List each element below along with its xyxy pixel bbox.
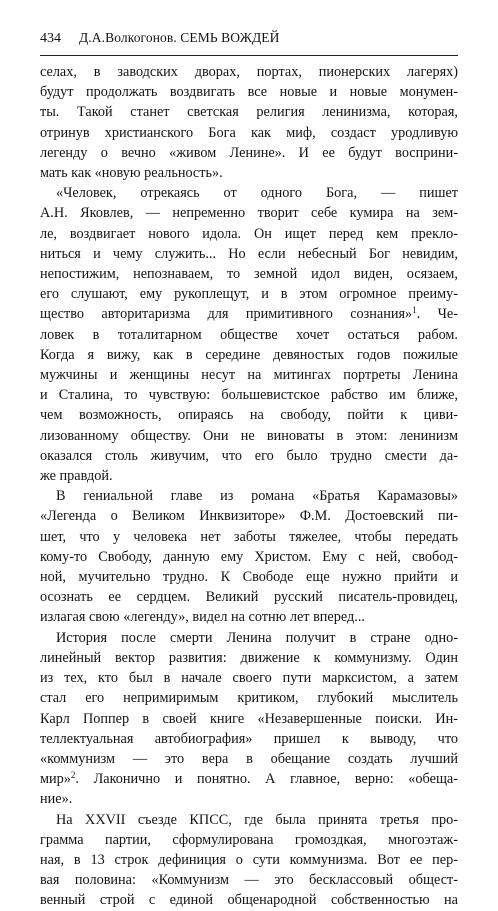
- paragraph-4: [40, 628, 458, 810]
- text-line: История после смерти Ленина получит в стране одно-: [56, 629, 458, 646]
- paragraph-5: [40, 810, 458, 911]
- text-line: А.Н. Яковлев, — непременно творит себе кумира на зем-: [40, 205, 458, 222]
- running-head: [40, 28, 458, 56]
- paragraph-2: [40, 183, 458, 486]
- book-page: [40, 28, 458, 911]
- text-line: его слушают, ему рукоплещут, и в этом огромное преиму-: [40, 286, 458, 303]
- text-line: легенду о вечно «живом Ленине». И ее будут восприни-: [40, 144, 458, 161]
- text-line: мать как «новую реальность».: [40, 165, 223, 182]
- text-line: линейный вектор развития: движение к коммунизму. Один: [40, 649, 458, 666]
- text-line: же правдой.: [40, 468, 113, 485]
- text-line: Когда я вижу, как в середине девяностых годов пожилые: [40, 346, 458, 363]
- text-line: На XXVII съезде КПСС, где была принята третья про-: [56, 811, 458, 828]
- footnote-mark: 1: [412, 305, 417, 316]
- text-line: излагая свою «легенду», видел на сотню лет вперед...: [40, 609, 365, 626]
- footnote-mark: 2: [70, 770, 76, 781]
- text-line: ная, в 13 строк дефиниция о сути коммунизма. Вот ее пер-: [40, 851, 458, 868]
- text-line: будут продолжать воздвигать все новые и новые монумен-: [40, 84, 458, 101]
- text-line: селах, в заводских дворах, портах, пионерских лагерях): [40, 64, 458, 80]
- text-line: кому-то Свободу, данную ему Христом. Ему с ней, свобод-: [40, 548, 458, 565]
- text-line: и Сталина, то чувствую: большевистское рабство им ближе,: [40, 387, 458, 404]
- text-line: шет, что у человека нет заботы тяжелее, чтобы передать: [40, 528, 458, 545]
- text-line: вая половина: «Коммунизм — это бесклассовый общест-: [40, 872, 458, 889]
- running-title: Д.А.Волкогонов. СЕМЬ ВОЖДЕЙ: [79, 30, 280, 45]
- text-line: отринув христианского Бога как миф, создаст уродливую: [40, 124, 458, 141]
- text-line: чем возможность, опираясь на свободу, пойти к циви-: [40, 407, 458, 424]
- text-line: В гениальной главе из романа «Братья Карамазовы»: [56, 488, 458, 505]
- text-line: ние».: [40, 791, 73, 808]
- page-number: 434: [40, 31, 61, 46]
- paragraph-3: [40, 486, 458, 627]
- paragraph-1: [40, 62, 458, 183]
- text-line: непостижим, непознаваем, то земной идол виден, осязаем,: [40, 266, 458, 283]
- text-line: ты. Такой станет светская религия ленинизма, которая,: [40, 104, 458, 121]
- text-line: оказался столь живучим, что его было трудно смести да-: [40, 447, 458, 464]
- text-line: ной, мучительно трудно. К Свободе еще нужно прийти и: [40, 569, 458, 586]
- text-fragment: мир»: [40, 771, 71, 788]
- text-line: Карл Поппер в своей книге «Незавершенные поиски. Ин-: [40, 710, 458, 727]
- text-line: «Человек, отрекаясь от одного Бога, — пишет: [56, 185, 458, 202]
- text-line: из тех, кто был в начале своего пути марксистом, а затем: [40, 670, 458, 687]
- text-line: теллектуальная автобиография» пришел к выводу, что: [40, 730, 458, 747]
- body-text: [40, 62, 458, 911]
- text-line: венный строй с единой общенародной собственностью на: [40, 892, 458, 909]
- text-line: ниться и чему служить... Но если небесный Бог невидим,: [40, 245, 458, 262]
- text-line: «коммунизм — это вера в обещание создать лучший: [40, 750, 458, 767]
- text-line: грамма партии, сформулирована громоздкая, многоэтаж-: [40, 831, 458, 848]
- text-fragment: щество авторитаризма для примитивного сознания»: [40, 306, 413, 323]
- text-line: лизованному обществу. Они не виноваты в этом: ленинизм: [40, 427, 458, 444]
- text-line: мужчины и женщины несут на митингах портреты Ленина: [40, 367, 458, 384]
- text-line: ловек в тоталитарном обществе хочет остаться рабом.: [40, 326, 458, 343]
- text-line-with-footnote: [40, 769, 458, 789]
- text-line: осознать ее сердцем. Великий русский писатель-провидец,: [40, 589, 458, 606]
- text-fragment: . Че-: [416, 306, 458, 323]
- text-line: стал его непримиримым критиком, глубокий мыслитель: [40, 690, 458, 707]
- text-line-with-footnote: [40, 304, 458, 324]
- text-fragment: . Лаконично и понятно. А главное, верно: «обеща-: [75, 771, 458, 788]
- text-line: «Легенда о Великом Инквизиторе» Ф.М. Достоевский пи-: [40, 508, 458, 525]
- text-line: ле, воздвигает нового идола. Он ищет перед кем прекло-: [40, 225, 458, 242]
